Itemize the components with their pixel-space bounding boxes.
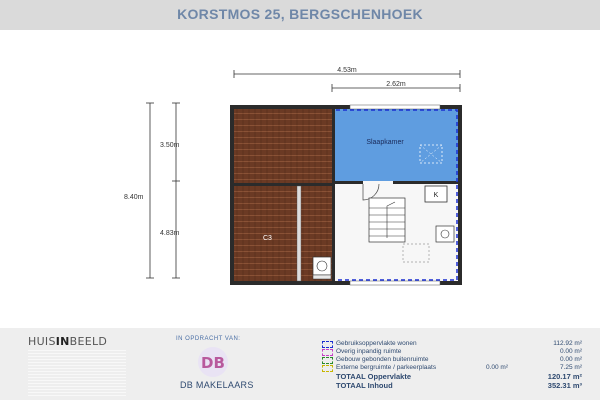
area-legend [318,340,582,390]
height-bottom-label: 4.83m [160,230,180,237]
makelaar-name: DB MAKELAARS [180,380,254,390]
washing-machine [313,257,331,275]
db-makelaars-logo-icon [196,345,230,379]
legend-row: Gebouw gebonden buitenruimte 0.00 m² [318,356,582,364]
floor-plan [0,30,600,328]
legend-swatch [322,365,333,372]
width-dimension-right [332,81,460,92]
disclaimer-text-block [28,350,126,396]
cv-label: K [433,192,439,199]
width-dimension-total [234,67,460,78]
page-title: KORSTMOS 25, BERGSCHENHOEK [177,6,423,22]
legend-swatch [322,349,333,356]
opdracht-label: IN OPDRACHT VAN: [176,336,241,342]
roof-label: C3 [263,235,272,242]
window-bottom [350,281,440,285]
roof-beam [297,186,301,281]
height-total-label: 8.40m [124,194,144,201]
height-dimension-parts [160,103,180,278]
legend-row: Externe bergruimte / parkeerplaats 0.00 m² 7.25 m² [318,364,582,372]
washbasin [436,226,454,242]
total-area-row: TOTAAL Oppervlakte 120.17 m² [336,372,582,381]
huisinbeeld-logo: HUISINBEELD [28,335,108,348]
height-dimension-total [124,103,154,278]
window-top [350,105,440,109]
total-volume-row: TOTAAL Inhoud 352.31 m³ [336,381,582,390]
legend-swatch [322,357,333,364]
legend-row: Gebruiksoppervlakte wonen 112.92 m² [318,340,582,348]
title-bar [0,0,600,30]
bedroom-label: Slaapkamer [366,139,404,146]
footer [0,328,600,400]
staircase [369,198,405,242]
width-total-label: 4.53m [337,67,357,74]
legend-swatch [322,341,333,348]
legend-row: Overig inpandig ruimte 0.00 m² [318,348,582,356]
roof-area-upper [234,109,332,183]
height-top-label: 3.50m [160,142,180,149]
width-right-label: 2.62m [386,81,406,88]
svg-text:DB: DB [201,354,225,372]
